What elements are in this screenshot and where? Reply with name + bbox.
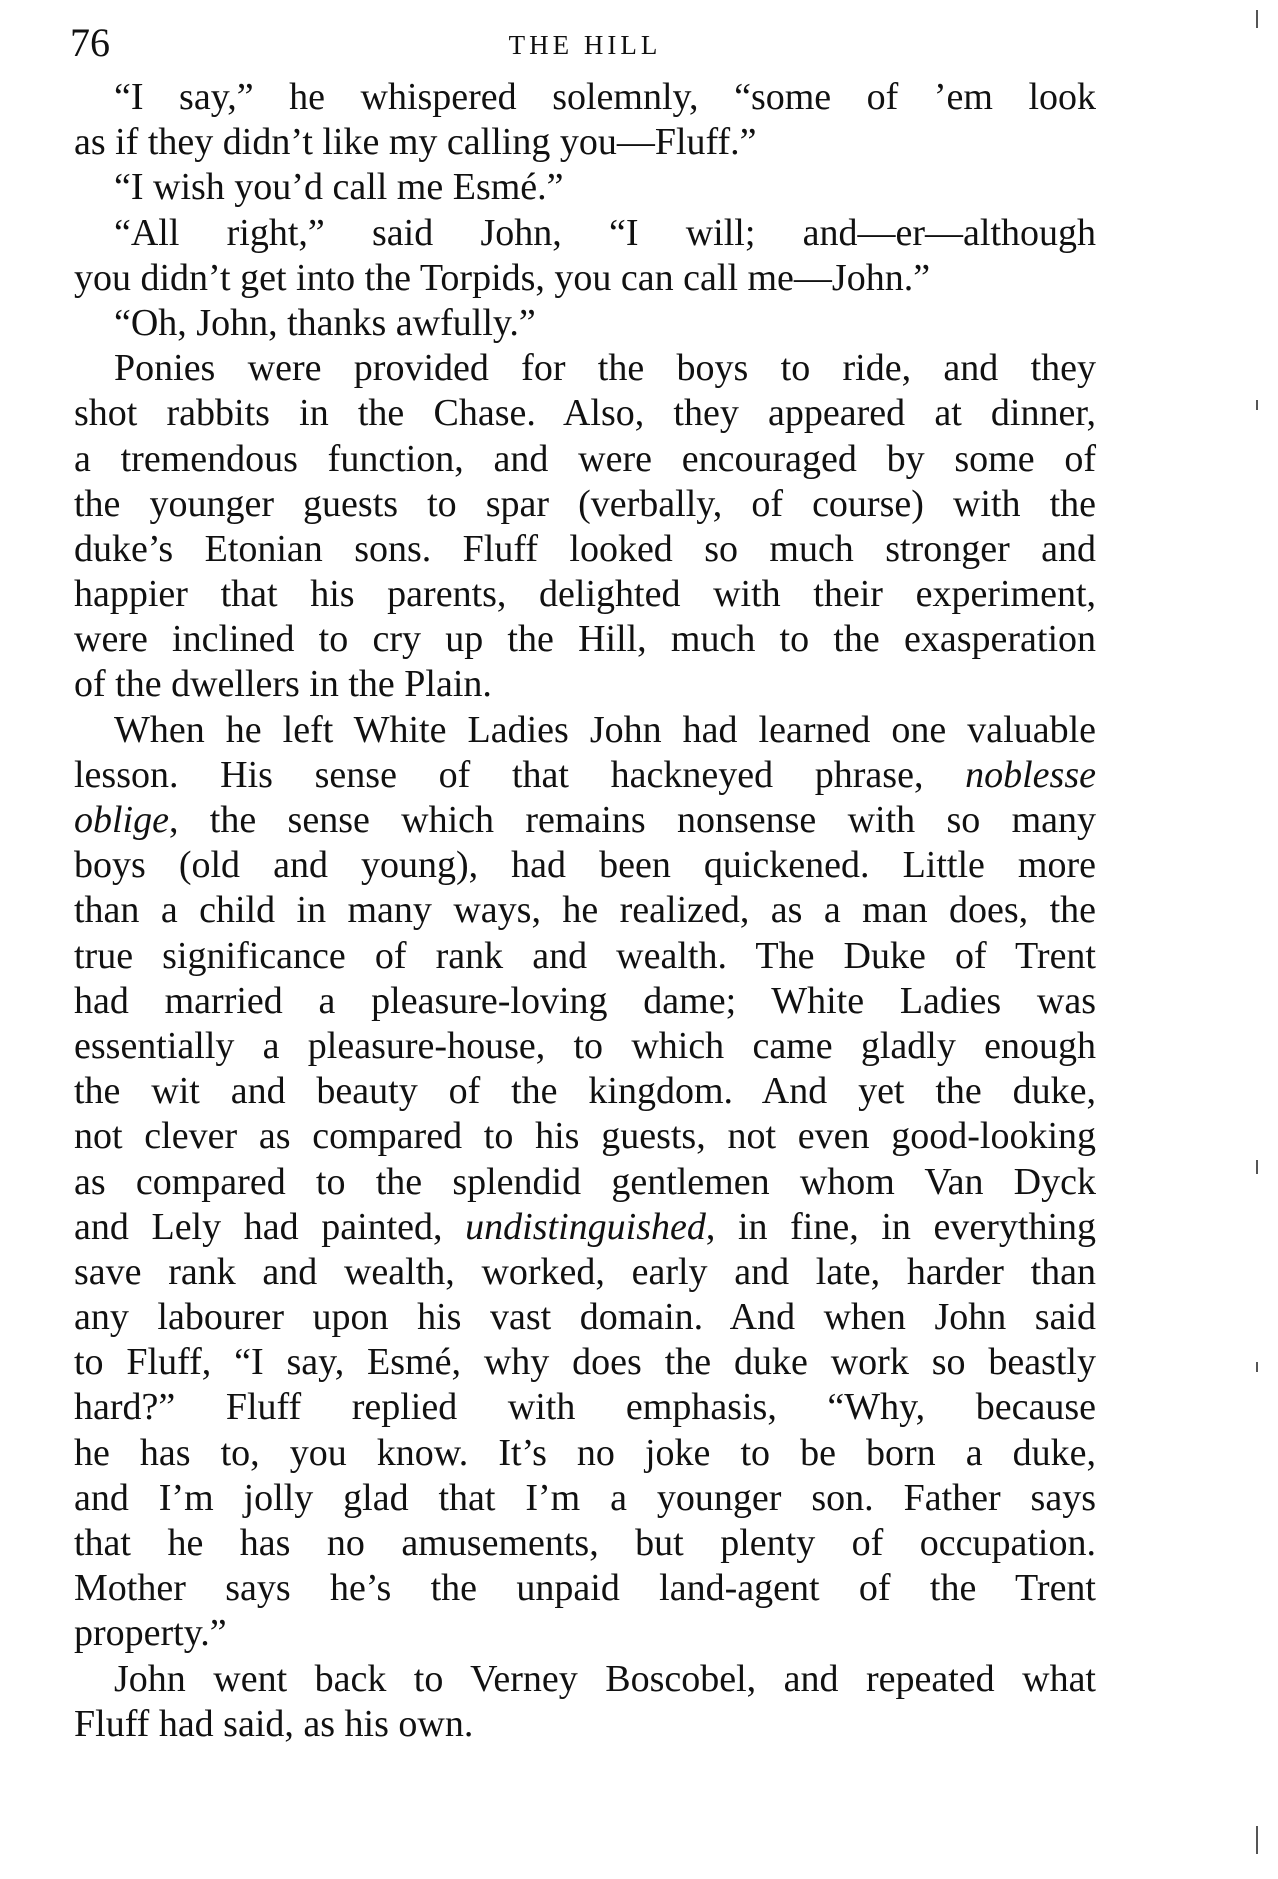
scan-mark xyxy=(1256,10,1258,28)
text-line: that he has no amusements, but plenty of occupation. xyxy=(74,1522,1096,1564)
text-line: as compared to the splendid gentlemen whom Van Dyck xyxy=(74,1160,1096,1203)
italic-phrase: undistinguished xyxy=(465,1205,706,1248)
text-line: shot rabbits in the Chase. Also, they appeared at dinner, xyxy=(74,392,1096,435)
text-line: you didn’t get into the Torpids, you can call me—John.” xyxy=(74,256,931,299)
text-line: happier that his parents, delighted with their experiment, xyxy=(74,573,1096,616)
text-segment: and Lely had painted, xyxy=(74,1205,466,1248)
text-line: “Oh, John, thanks awfully.” xyxy=(114,301,536,344)
text-line: the wit and beauty of the kingdom. And yet the duke, xyxy=(74,1070,1096,1113)
text-line: Ponies were provided for the boys to ride, and they xyxy=(114,347,1096,390)
text-line: duke’s Etonian sons. Fluff looked so much stronger and xyxy=(74,527,1096,570)
text-line: a tremendous function, and were encouraged by some of xyxy=(74,437,1096,480)
scan-mark xyxy=(1256,1826,1258,1854)
text-segment: lesson. His sense of that hackneyed phrase, xyxy=(74,753,966,796)
text-line: “I wish you’d call me Esmé.” xyxy=(114,166,564,209)
italic-phrase: oblige xyxy=(74,799,169,841)
text-line: Mother says he’s the unpaid land-agent of the Trent xyxy=(74,1567,1096,1610)
text-line: hard?” Fluff replied with emphasis, “Why, because xyxy=(74,1386,1096,1429)
scan-mark xyxy=(1256,1362,1258,1372)
text-line: “All right,” said John, “I will; and—er—although xyxy=(114,211,1096,254)
text-line: true significance of rank and wealth. The Duke of Trent xyxy=(74,934,1096,977)
text-line: When he left White Ladies John had learned one valuable xyxy=(114,708,1096,751)
italic-phrase: noblesse xyxy=(965,753,1096,796)
text-line: and I’m jolly glad that I’m a younger son. Father says xyxy=(74,1476,1096,1519)
page-header xyxy=(70,18,1100,68)
scan-mark xyxy=(1256,1160,1258,1174)
running-head: THE HILL xyxy=(508,30,662,60)
text-line xyxy=(74,753,1096,798)
scan-mark xyxy=(1256,400,1258,410)
text-line: to Fluff, “I say, Esmé, why does the duke work so beastly xyxy=(74,1341,1096,1384)
text-line: essentially a pleasure-house, to which came gladly enough xyxy=(74,1024,1096,1067)
text-line: than a child in many ways, he realized, as a man does, the xyxy=(74,889,1096,932)
text-line: the younger guests to spar (verbally, of course) with the xyxy=(74,482,1096,525)
body-text xyxy=(74,75,1096,1747)
text-line xyxy=(74,1205,1096,1250)
text-line: of the dwellers in the Plain. xyxy=(74,663,492,706)
text-line: save rank and wealth, worked, early and late, harder than xyxy=(74,1250,1096,1293)
text-line: not clever as compared to his guests, not even good-looking xyxy=(74,1115,1096,1158)
text-line xyxy=(74,798,1096,843)
text-line: John went back to Verney Boscobel, and repeated what xyxy=(114,1657,1096,1700)
text-line: “I say,” he whispered solemnly, “some of ’em look xyxy=(114,76,1096,118)
text-line: he has to, you know. It’s no joke to be born a duke, xyxy=(74,1431,1096,1474)
text-line: Fluff had said, as his own. xyxy=(74,1702,474,1745)
text-line: as if they didn’t like my calling you—Fluff.” xyxy=(74,121,757,164)
text-line: were inclined to cry up the Hill, much to the exasperation xyxy=(74,618,1096,661)
text-line: any labourer upon his vast domain. And when John said xyxy=(74,1296,1096,1339)
text-line: property.” xyxy=(74,1612,227,1655)
text-segment: , the sense which remains nonsense with so many xyxy=(168,799,1096,841)
text-line: had married a pleasure-loving dame; White Ladies was xyxy=(74,979,1096,1022)
text-line: boys (old and young), had been quickened. Little more xyxy=(74,844,1096,887)
page-number: 76 xyxy=(70,20,110,65)
text-segment: , in fine, in everything xyxy=(705,1205,1096,1248)
margin-scan-marks xyxy=(1256,0,1264,1879)
